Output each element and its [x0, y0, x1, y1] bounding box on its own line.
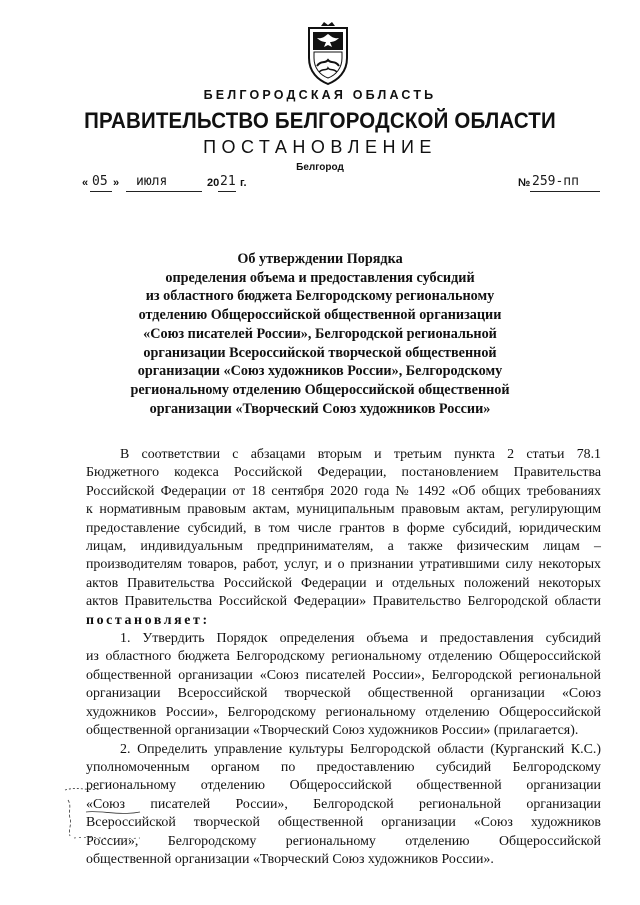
item2-line: России», Белгородскому региональному отделению Общероссийской	[86, 833, 601, 849]
date-month: июля	[136, 174, 168, 189]
item1-line: организации Всероссийской творческой общественной организации «Союз	[86, 686, 601, 702]
preamble-line: Бюджетного кодекса Российской Федерации, постановлением Правительства	[86, 465, 601, 481]
title-line: из областного бюджета Белгородскому региональному	[145, 288, 495, 305]
item2-line: общественной организации «Творческий Союз художников России».	[86, 851, 494, 867]
title-line: «Союз писателей России», Белгородской региональной	[143, 325, 497, 342]
preamble-line: Российской Федерации от 18 сентября 2020 года № 1492 «Об общих требованиях	[86, 483, 601, 499]
document-body	[86, 446, 601, 869]
preamble-line: актов Правительства Российской Федерации» Правительство Белгородской области	[86, 594, 601, 610]
title-line: организации «Союз художников России», Белгородскому	[137, 363, 503, 380]
region-name: БЕЛГОРОДСКАЯ ОБЛАСТЬ	[203, 88, 437, 102]
preamble-line: лицам, индивидуальным предпринимателям, а также физическим лицам –	[86, 539, 601, 555]
item1-line: общественной организации «Творческий Союз художников России» (прилагается).	[86, 723, 579, 739]
number-label: №	[518, 177, 531, 189]
title-line: отделению Общероссийской общественной организации	[138, 307, 502, 324]
resolves-word: постановляет:	[86, 612, 210, 628]
preamble-line: производителям товаров, работ, услуг, и о признании утратившими силу некоторых	[86, 557, 601, 573]
date-day: 05	[92, 174, 108, 189]
coat-of-arms-icon	[303, 22, 353, 86]
item2-line: региональному отделению Общероссийской общественной организации	[86, 778, 601, 794]
approval-scribble-icon	[60, 778, 160, 858]
title-line: определения объема и предоставления субсидий	[165, 269, 475, 286]
preamble-line: предоставление субсидий, в том числе грантов в форме субсидий, юридическим	[86, 520, 601, 536]
preamble-line: к нормативным правовым актам, муниципальным правовым актам, регулирующим	[86, 502, 601, 518]
item1-line: 1. Утвердить Порядок определения объема и предоставления субсидий	[120, 631, 601, 647]
item1-line: из областного бюджета Белгородскому региональному отделению Общероссийской	[86, 649, 601, 665]
item2-line: 2. Определить управление культуры Белгородской области (Курганский К.С.)	[120, 741, 601, 757]
number-underline	[530, 191, 600, 192]
preamble-line: В соответствии с абзацами вторым и третьим пункта 2 статьи 78.1	[120, 447, 601, 462]
title-line: организации «Творческий Союз художников России»	[149, 400, 491, 417]
item2-line: Всероссийской творческой общественной организации «Союз художников	[86, 815, 601, 831]
decree-number: 259-пп	[532, 174, 579, 189]
quote-close: »	[113, 177, 120, 189]
month-underline	[126, 191, 202, 192]
item2-line: «Союз писателей России», Белгородской региональной организации	[86, 796, 601, 812]
city-name: Белгород	[296, 162, 344, 173]
government-name: ПРАВИТЕЛЬСТВО БЕЛГОРОДСКОЙ ОБЛАСТИ	[84, 108, 556, 133]
item2-line: уполномоченным органом по предоставлению субсидий Белгородскому	[86, 759, 601, 775]
document-type: ПОСТАНОВЛЕНИЕ	[203, 137, 437, 157]
year-suffix: 21	[220, 174, 236, 189]
year-mark: г.	[240, 177, 247, 189]
quote-open: «	[82, 177, 89, 189]
year-underline	[218, 191, 236, 192]
date-line	[82, 174, 607, 194]
preamble-line: актов Правительства Российской Федерации и отдельных положений некоторых	[86, 575, 601, 591]
day-underline	[90, 191, 112, 192]
title-line: региональному отделению Общероссийской общественной	[130, 381, 510, 398]
title-line: Об утверждении Порядка	[237, 251, 403, 267]
year-prefix: 20	[207, 177, 220, 189]
document-title	[110, 250, 530, 418]
title-line: организации Всероссийской творческой общественной	[143, 344, 497, 361]
item1-line: художников России», Белгородскому региональному отделению Общероссийской	[86, 704, 601, 720]
item1-line: общественной организации «Союз писателей России», Белгородской региональной	[86, 667, 601, 683]
